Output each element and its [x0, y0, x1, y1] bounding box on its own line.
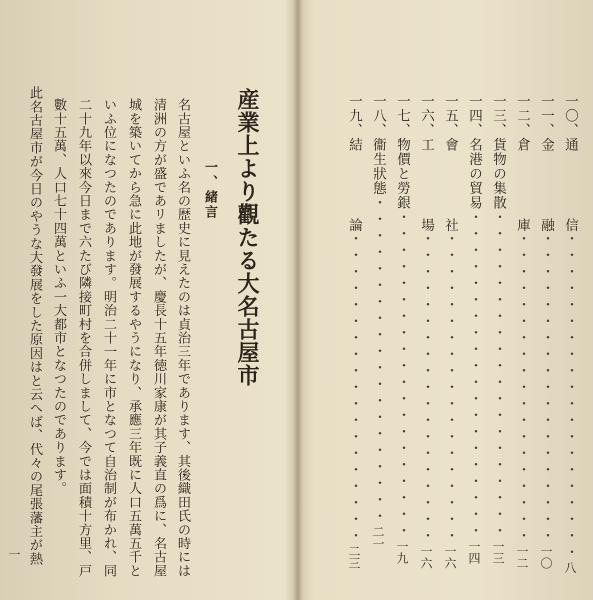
toc-label: 一二、倉 — [514, 94, 530, 152]
toc-leader — [442, 152, 458, 218]
toc-label: 一五、會 — [442, 94, 458, 152]
toc-leader: ・・・・・・・・・・・・・・・・・・・・ — [370, 195, 386, 526]
toc-tail: 信 — [562, 218, 578, 232]
toc-leader: ・・・・・・・・・・・・・・・・・・・ — [442, 231, 458, 545]
toc-item-10 — [560, 94, 580, 574]
toc-page-number: 一二 — [515, 545, 529, 569]
toc-leader — [514, 152, 530, 218]
toc-item-14 — [464, 94, 484, 564]
toc-item-12 — [512, 94, 532, 569]
toc-leader: ・・・・・・・・・・・・・・・・・・・ — [538, 231, 554, 545]
toc-page-number: 一六 — [419, 545, 433, 569]
toc-page-number: 一四 — [467, 540, 481, 564]
toc-item-19 — [344, 94, 364, 569]
toc-page-number: 二三 — [347, 545, 361, 569]
toc-label: 一九、結 — [346, 94, 362, 152]
toc-label: 一三、貨物の集散 — [490, 94, 506, 210]
toc-label: 一四、名港の貿易 — [466, 94, 482, 210]
toc-label: 一一、金 — [538, 94, 554, 152]
body-line: 二十九年以來今日まで六たび隣接町村を合併しまして、今では面積十方里、戸 — [76, 98, 91, 578]
toc-tail: 社 — [442, 218, 458, 232]
toc-label: 一八、衞生狀態 — [370, 94, 386, 196]
chapter-title: 産業上より觀たる大名古屋市 — [234, 88, 260, 387]
toc-item-17 — [392, 94, 412, 564]
toc-leader: ・・・・・・・・・・・・・・・・・・・・ — [490, 210, 506, 540]
toc-leader: ・・・・・・・・・・・・・・・・・・・・ — [394, 210, 410, 540]
toc-item-15 — [440, 94, 460, 569]
toc-label: 一七、物價と勞銀 — [394, 94, 410, 210]
body-line: 名古屋といふ名の歴史に見えたのは貞治三年であります、其後織田氏の時には — [175, 98, 190, 578]
toc-leader — [418, 152, 434, 218]
toc-leader — [538, 152, 554, 218]
body-line: 清洲の方が盛であリましたが、慶長十五年徳川家康が其子義直の爲に、名古屋 — [151, 98, 166, 578]
toc-item-13 — [488, 94, 508, 564]
toc-leader — [562, 152, 578, 218]
toc-label: 一六、工 — [418, 94, 434, 152]
toc-page-number: 八 — [563, 561, 577, 574]
toc-leader: ・・・・・・・・・・・・・・・・・・・・ — [562, 231, 578, 562]
toc-page-number: 二一 — [371, 525, 385, 550]
toc-tail: 論 — [346, 218, 362, 232]
toc-leader: ・・・・・・・・・・・・・・・・・・・ — [346, 231, 362, 545]
toc-tail: 融 — [538, 218, 554, 232]
toc-label: 一〇、通 — [562, 94, 578, 152]
toc-page — [302, 0, 593, 600]
toc-page-number: 一〇 — [539, 545, 553, 569]
toc-leader: ・・・・・・・・・・・・・・・・・・・・ — [466, 210, 482, 540]
toc-page-number: 一九 — [395, 540, 409, 564]
toc-page-number: 一三 — [491, 540, 505, 564]
page-number: 一 — [7, 548, 21, 560]
toc-tail: 庫 — [514, 218, 530, 232]
body-line: 城を築いてから急に此地が發展するやうになり、承應三年既に人口五萬五千と — [126, 98, 141, 578]
body-line: 此名古屋市が今日のやうな大發展をした原因はと云へば、代々の尾張藩主が熱 — [27, 86, 42, 566]
toc-tail: 場 — [418, 218, 434, 232]
body-line: 數十五萬、人口七十四萬といふ一大都市となつたのであります。 — [51, 98, 66, 496]
left-page — [0, 0, 296, 600]
section-heading: 一、緒言 — [202, 160, 217, 220]
toc-item-18 — [368, 94, 388, 550]
toc-leader — [346, 152, 362, 218]
toc-item-16 — [416, 94, 436, 569]
toc-page-number: 一六 — [443, 545, 457, 569]
toc-leader: ・・・・・・・・・・・・・・・・・・・ — [418, 231, 434, 545]
body-line: いふ位になつたのであります。明治二十一年に市となつて自治制が布かれ、同 — [101, 98, 116, 578]
toc-item-11 — [536, 94, 556, 569]
toc-leader: ・・・・・・・・・・・・・・・・・・・ — [514, 231, 530, 545]
